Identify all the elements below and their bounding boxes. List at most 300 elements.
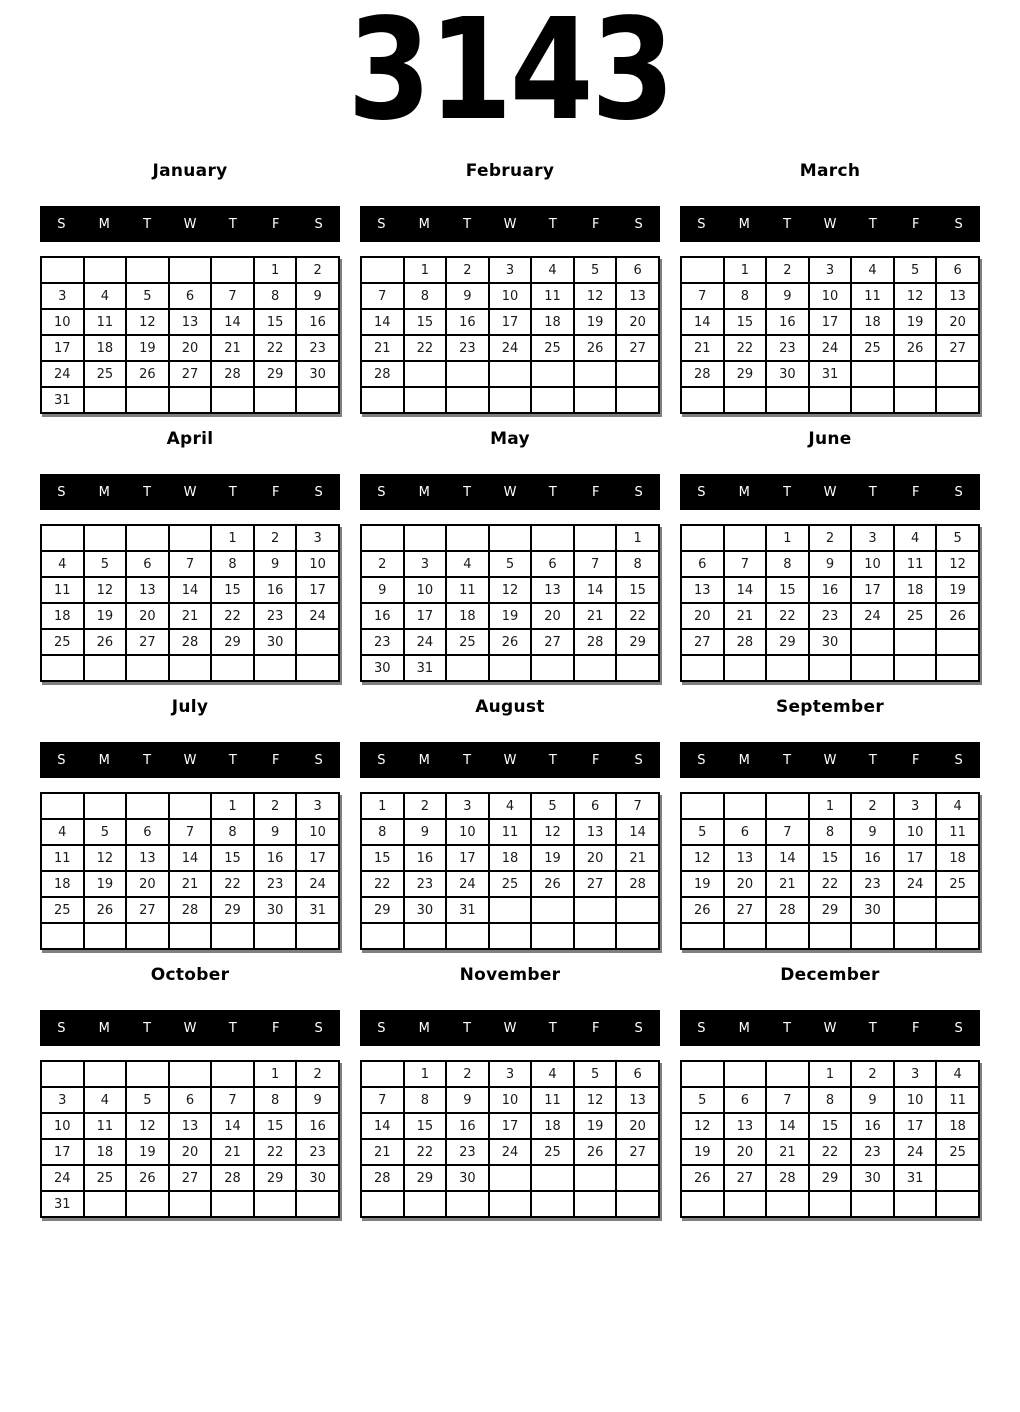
day-cell: 18 <box>936 1113 979 1139</box>
month-grid <box>40 1060 340 1218</box>
day-cell: 29 <box>766 629 809 655</box>
months-grid <box>40 160 980 1218</box>
day-cell: 19 <box>126 1139 169 1165</box>
empty-day-cell <box>489 923 532 949</box>
empty-day-cell <box>361 525 404 551</box>
day-cell: 3 <box>41 1087 84 1113</box>
weekday-label: M <box>738 216 750 232</box>
week-row <box>361 629 659 655</box>
day-cell: 2 <box>446 257 489 283</box>
day-cell: 14 <box>574 577 617 603</box>
day-cell: 22 <box>211 871 254 897</box>
week-row <box>41 1165 339 1191</box>
week-row <box>41 551 339 577</box>
month-grid <box>360 256 660 414</box>
empty-day-cell <box>489 1165 532 1191</box>
day-cell: 14 <box>211 309 254 335</box>
day-cell: 18 <box>41 871 84 897</box>
month-name: September <box>775 697 885 717</box>
day-cell: 30 <box>809 629 852 655</box>
week-row <box>361 525 659 551</box>
week-row <box>361 309 659 335</box>
day-cell: 15 <box>766 577 809 603</box>
day-cell: 10 <box>894 819 937 845</box>
empty-day-cell <box>766 1191 809 1217</box>
weekday-label: S <box>377 1020 386 1036</box>
day-cell: 17 <box>851 577 894 603</box>
empty-day-cell <box>809 387 852 413</box>
day-cell: 2 <box>809 525 852 551</box>
empty-day-cell <box>84 793 127 819</box>
day-cell: 28 <box>574 629 617 655</box>
empty-day-cell <box>851 387 894 413</box>
empty-day-cell <box>41 525 84 551</box>
day-cell: 18 <box>531 1113 574 1139</box>
day-cell: 16 <box>361 603 404 629</box>
day-cell: 6 <box>169 1087 212 1113</box>
weekday-label: T <box>463 484 472 500</box>
empty-day-cell <box>574 361 617 387</box>
month-block <box>40 428 340 682</box>
day-cell: 20 <box>936 309 979 335</box>
week-row <box>41 897 339 923</box>
month-block <box>360 160 660 414</box>
day-cell: 29 <box>211 629 254 655</box>
day-cell: 8 <box>361 819 404 845</box>
weekday-label: S <box>57 752 66 768</box>
day-cell: 28 <box>724 629 767 655</box>
day-cell: 26 <box>936 603 979 629</box>
day-cell: 4 <box>531 257 574 283</box>
empty-day-cell <box>126 387 169 413</box>
week-row <box>361 793 659 819</box>
empty-day-cell <box>894 1191 937 1217</box>
week-row <box>361 577 659 603</box>
day-cell: 14 <box>169 577 212 603</box>
day-cell: 18 <box>851 309 894 335</box>
day-cell: 1 <box>254 257 297 283</box>
empty-day-cell <box>894 387 937 413</box>
day-cell: 30 <box>361 655 404 681</box>
weekday-label: W <box>503 752 517 768</box>
day-cell: 22 <box>404 1139 447 1165</box>
day-cell: 6 <box>936 257 979 283</box>
day-cell: 4 <box>84 1087 127 1113</box>
day-cell: 10 <box>404 577 447 603</box>
day-cell: 5 <box>84 819 127 845</box>
empty-day-cell <box>296 387 339 413</box>
weekday-label: S <box>697 752 706 768</box>
day-cell: 7 <box>766 1087 809 1113</box>
empty-day-cell <box>84 387 127 413</box>
week-row <box>361 1113 659 1139</box>
week-row <box>681 361 979 387</box>
week-row <box>41 819 339 845</box>
month-block <box>40 696 340 950</box>
day-cell: 10 <box>489 283 532 309</box>
day-cell: 18 <box>446 603 489 629</box>
day-cell: 16 <box>809 577 852 603</box>
day-cell: 15 <box>254 309 297 335</box>
empty-day-cell <box>681 655 724 681</box>
day-cell: 24 <box>489 335 532 361</box>
empty-day-cell <box>531 1165 574 1191</box>
day-cell: 4 <box>851 257 894 283</box>
day-cell: 15 <box>211 845 254 871</box>
day-cell: 12 <box>894 283 937 309</box>
weekday-label: M <box>98 752 110 768</box>
day-cell: 15 <box>404 1113 447 1139</box>
weekday-label: W <box>183 1020 197 1036</box>
day-cell: 16 <box>766 309 809 335</box>
day-cell: 30 <box>404 897 447 923</box>
weekday-label: F <box>591 1020 600 1036</box>
empty-day-cell <box>296 923 339 949</box>
empty-day-cell <box>766 793 809 819</box>
week-row <box>361 603 659 629</box>
year-title-text: 3143 <box>347 0 673 152</box>
day-cell: 27 <box>616 335 659 361</box>
weekday-label: T <box>548 484 557 500</box>
day-cell: 14 <box>169 845 212 871</box>
week-row <box>41 387 339 413</box>
month-grid-body <box>361 1061 659 1217</box>
month-block <box>680 160 980 414</box>
empty-day-cell <box>446 923 489 949</box>
day-cell: 27 <box>936 335 979 361</box>
weekday-label: T <box>783 752 792 768</box>
day-cell: 23 <box>851 871 894 897</box>
day-cell: 13 <box>936 283 979 309</box>
day-cell: 19 <box>574 1113 617 1139</box>
empty-day-cell <box>531 897 574 923</box>
day-cell: 1 <box>404 257 447 283</box>
empty-day-cell <box>766 1061 809 1087</box>
weekday-header-row <box>680 742 980 778</box>
weekday-header-row <box>40 474 340 510</box>
day-cell: 14 <box>361 1113 404 1139</box>
day-cell: 12 <box>681 845 724 871</box>
week-row <box>681 603 979 629</box>
empty-day-cell <box>616 1165 659 1191</box>
day-cell: 27 <box>126 629 169 655</box>
day-cell: 25 <box>936 871 979 897</box>
week-row <box>681 655 979 681</box>
day-cell: 5 <box>126 283 169 309</box>
day-cell: 5 <box>681 1087 724 1113</box>
empty-day-cell <box>894 923 937 949</box>
day-cell: 12 <box>84 577 127 603</box>
empty-day-cell <box>894 629 937 655</box>
day-cell: 7 <box>574 551 617 577</box>
day-cell: 17 <box>404 603 447 629</box>
day-cell: 19 <box>936 577 979 603</box>
empty-day-cell <box>851 655 894 681</box>
day-cell: 13 <box>724 1113 767 1139</box>
day-cell: 28 <box>766 897 809 923</box>
day-cell: 24 <box>296 871 339 897</box>
day-cell: 30 <box>446 1165 489 1191</box>
weekday-label: F <box>591 752 600 768</box>
day-cell: 3 <box>404 551 447 577</box>
day-cell: 24 <box>851 603 894 629</box>
day-cell: 19 <box>894 309 937 335</box>
day-cell: 25 <box>894 603 937 629</box>
day-cell: 26 <box>531 871 574 897</box>
empty-day-cell <box>766 923 809 949</box>
day-cell: 15 <box>404 309 447 335</box>
empty-day-cell <box>851 361 894 387</box>
weekday-label: W <box>823 1020 837 1036</box>
day-cell: 27 <box>126 897 169 923</box>
weekday-label: S <box>954 216 963 232</box>
day-cell: 10 <box>41 309 84 335</box>
empty-day-cell <box>574 1165 617 1191</box>
week-row <box>41 283 339 309</box>
week-row <box>361 335 659 361</box>
day-cell: 15 <box>809 1113 852 1139</box>
day-cell: 29 <box>254 1165 297 1191</box>
day-cell: 23 <box>446 1139 489 1165</box>
day-cell: 18 <box>936 845 979 871</box>
month-grid-body <box>681 525 979 681</box>
day-cell: 13 <box>169 309 212 335</box>
empty-day-cell <box>574 525 617 551</box>
day-cell: 8 <box>766 551 809 577</box>
day-cell: 10 <box>851 551 894 577</box>
day-cell: 17 <box>809 309 852 335</box>
day-cell: 2 <box>851 1061 894 1087</box>
empty-day-cell <box>296 629 339 655</box>
weekday-label: F <box>911 752 920 768</box>
day-cell: 15 <box>809 845 852 871</box>
day-cell: 5 <box>894 257 937 283</box>
week-row <box>41 1061 339 1087</box>
month-block <box>360 964 660 1218</box>
empty-day-cell <box>169 1191 212 1217</box>
month-grid <box>360 792 660 950</box>
empty-day-cell <box>84 1191 127 1217</box>
weekday-label: S <box>697 216 706 232</box>
day-cell: 10 <box>809 283 852 309</box>
day-cell: 6 <box>724 1087 767 1113</box>
empty-day-cell <box>489 361 532 387</box>
day-cell: 19 <box>84 603 127 629</box>
day-cell: 12 <box>574 1087 617 1113</box>
day-cell: 25 <box>41 897 84 923</box>
day-cell: 20 <box>126 871 169 897</box>
day-cell: 30 <box>296 361 339 387</box>
month-grid-body <box>41 525 339 681</box>
day-cell: 1 <box>616 525 659 551</box>
empty-day-cell <box>531 361 574 387</box>
day-cell: 28 <box>169 629 212 655</box>
day-cell: 28 <box>211 361 254 387</box>
day-cell: 13 <box>616 1087 659 1113</box>
month-grid-body <box>361 525 659 681</box>
weekday-label: S <box>377 484 386 500</box>
week-row <box>361 845 659 871</box>
day-cell: 22 <box>616 603 659 629</box>
empty-day-cell <box>211 655 254 681</box>
day-cell: 12 <box>936 551 979 577</box>
day-cell: 13 <box>681 577 724 603</box>
day-cell: 28 <box>361 361 404 387</box>
day-cell: 1 <box>361 793 404 819</box>
week-row <box>681 819 979 845</box>
day-cell: 23 <box>446 335 489 361</box>
day-cell: 23 <box>296 335 339 361</box>
day-cell: 6 <box>169 283 212 309</box>
day-cell: 7 <box>211 1087 254 1113</box>
day-cell: 22 <box>766 603 809 629</box>
week-row <box>361 655 659 681</box>
week-row <box>681 1191 979 1217</box>
month-grid-body <box>681 793 979 949</box>
day-cell: 25 <box>84 361 127 387</box>
month-name: March <box>799 161 861 181</box>
empty-day-cell <box>894 897 937 923</box>
day-cell: 15 <box>254 1113 297 1139</box>
day-cell: 23 <box>254 871 297 897</box>
day-cell: 11 <box>894 551 937 577</box>
month-block <box>680 964 980 1218</box>
weekday-label: S <box>314 216 323 232</box>
weekday-label: S <box>954 752 963 768</box>
day-cell: 26 <box>894 335 937 361</box>
day-cell: 14 <box>211 1113 254 1139</box>
day-cell: 28 <box>616 871 659 897</box>
empty-day-cell <box>894 655 937 681</box>
day-cell: 10 <box>296 551 339 577</box>
day-cell: 9 <box>361 577 404 603</box>
day-cell: 6 <box>574 793 617 819</box>
empty-day-cell <box>574 655 617 681</box>
month-grid <box>40 256 340 414</box>
month-name: April <box>166 429 214 449</box>
month-grid <box>680 524 980 682</box>
day-cell: 28 <box>766 1165 809 1191</box>
week-row <box>41 309 339 335</box>
day-cell: 26 <box>126 1165 169 1191</box>
day-cell: 8 <box>211 551 254 577</box>
weekday-label: M <box>418 484 430 500</box>
day-cell: 5 <box>681 819 724 845</box>
empty-day-cell <box>254 923 297 949</box>
week-row <box>361 897 659 923</box>
day-cell: 20 <box>724 871 767 897</box>
day-cell: 22 <box>809 1139 852 1165</box>
day-cell: 11 <box>446 577 489 603</box>
weekday-label: F <box>271 216 280 232</box>
weekday-label: S <box>954 484 963 500</box>
empty-day-cell <box>616 655 659 681</box>
empty-day-cell <box>574 387 617 413</box>
empty-day-cell <box>404 923 447 949</box>
empty-day-cell <box>126 1191 169 1217</box>
day-cell: 17 <box>894 1113 937 1139</box>
day-cell: 27 <box>531 629 574 655</box>
weekday-label: T <box>868 484 877 500</box>
month-grid-body <box>681 1061 979 1217</box>
month-grid-body <box>361 793 659 949</box>
day-cell: 7 <box>361 1087 404 1113</box>
week-row <box>681 551 979 577</box>
weekday-label: S <box>634 1020 643 1036</box>
day-cell: 7 <box>724 551 767 577</box>
empty-day-cell <box>84 1061 127 1087</box>
day-cell: 11 <box>41 577 84 603</box>
day-cell: 22 <box>724 335 767 361</box>
day-cell: 3 <box>851 525 894 551</box>
weekday-label: T <box>463 1020 472 1036</box>
weekday-label: M <box>418 216 430 232</box>
month-grid <box>40 792 340 950</box>
weekday-label: F <box>911 1020 920 1036</box>
week-row <box>681 1087 979 1113</box>
day-cell: 16 <box>296 309 339 335</box>
weekday-header-row <box>40 742 340 778</box>
week-row <box>41 629 339 655</box>
day-cell: 3 <box>894 793 937 819</box>
empty-day-cell <box>404 361 447 387</box>
empty-day-cell <box>169 655 212 681</box>
week-row <box>41 577 339 603</box>
weekday-label: T <box>783 484 792 500</box>
weekday-label: T <box>143 1020 152 1036</box>
day-cell: 27 <box>574 871 617 897</box>
month-name: August <box>475 697 545 717</box>
day-cell: 13 <box>531 577 574 603</box>
weekday-label: M <box>738 752 750 768</box>
month-name: February <box>465 161 555 181</box>
day-cell: 24 <box>446 871 489 897</box>
day-cell: 12 <box>126 1113 169 1139</box>
day-cell: 26 <box>574 335 617 361</box>
empty-day-cell <box>41 793 84 819</box>
week-row <box>361 283 659 309</box>
empty-day-cell <box>489 525 532 551</box>
day-cell: 1 <box>809 1061 852 1087</box>
empty-day-cell <box>681 257 724 283</box>
day-cell: 20 <box>169 335 212 361</box>
week-row <box>681 871 979 897</box>
day-cell: 20 <box>574 845 617 871</box>
week-row <box>681 1061 979 1087</box>
day-cell: 9 <box>296 1087 339 1113</box>
weekday-label: F <box>271 752 280 768</box>
day-cell: 12 <box>574 283 617 309</box>
day-cell: 9 <box>851 819 894 845</box>
weekday-label: S <box>314 484 323 500</box>
day-cell: 16 <box>404 845 447 871</box>
weekday-label: M <box>98 1020 110 1036</box>
day-cell: 5 <box>84 551 127 577</box>
empty-day-cell <box>681 1061 724 1087</box>
week-row <box>361 923 659 949</box>
day-cell: 4 <box>84 283 127 309</box>
weekday-label: W <box>823 484 837 500</box>
empty-day-cell <box>489 387 532 413</box>
weekday-label: W <box>823 216 837 232</box>
month-name: June <box>808 429 852 449</box>
day-cell: 14 <box>766 1113 809 1139</box>
week-row <box>41 361 339 387</box>
day-cell: 27 <box>616 1139 659 1165</box>
day-cell: 13 <box>724 845 767 871</box>
week-row <box>681 577 979 603</box>
weekday-label: W <box>503 1020 517 1036</box>
